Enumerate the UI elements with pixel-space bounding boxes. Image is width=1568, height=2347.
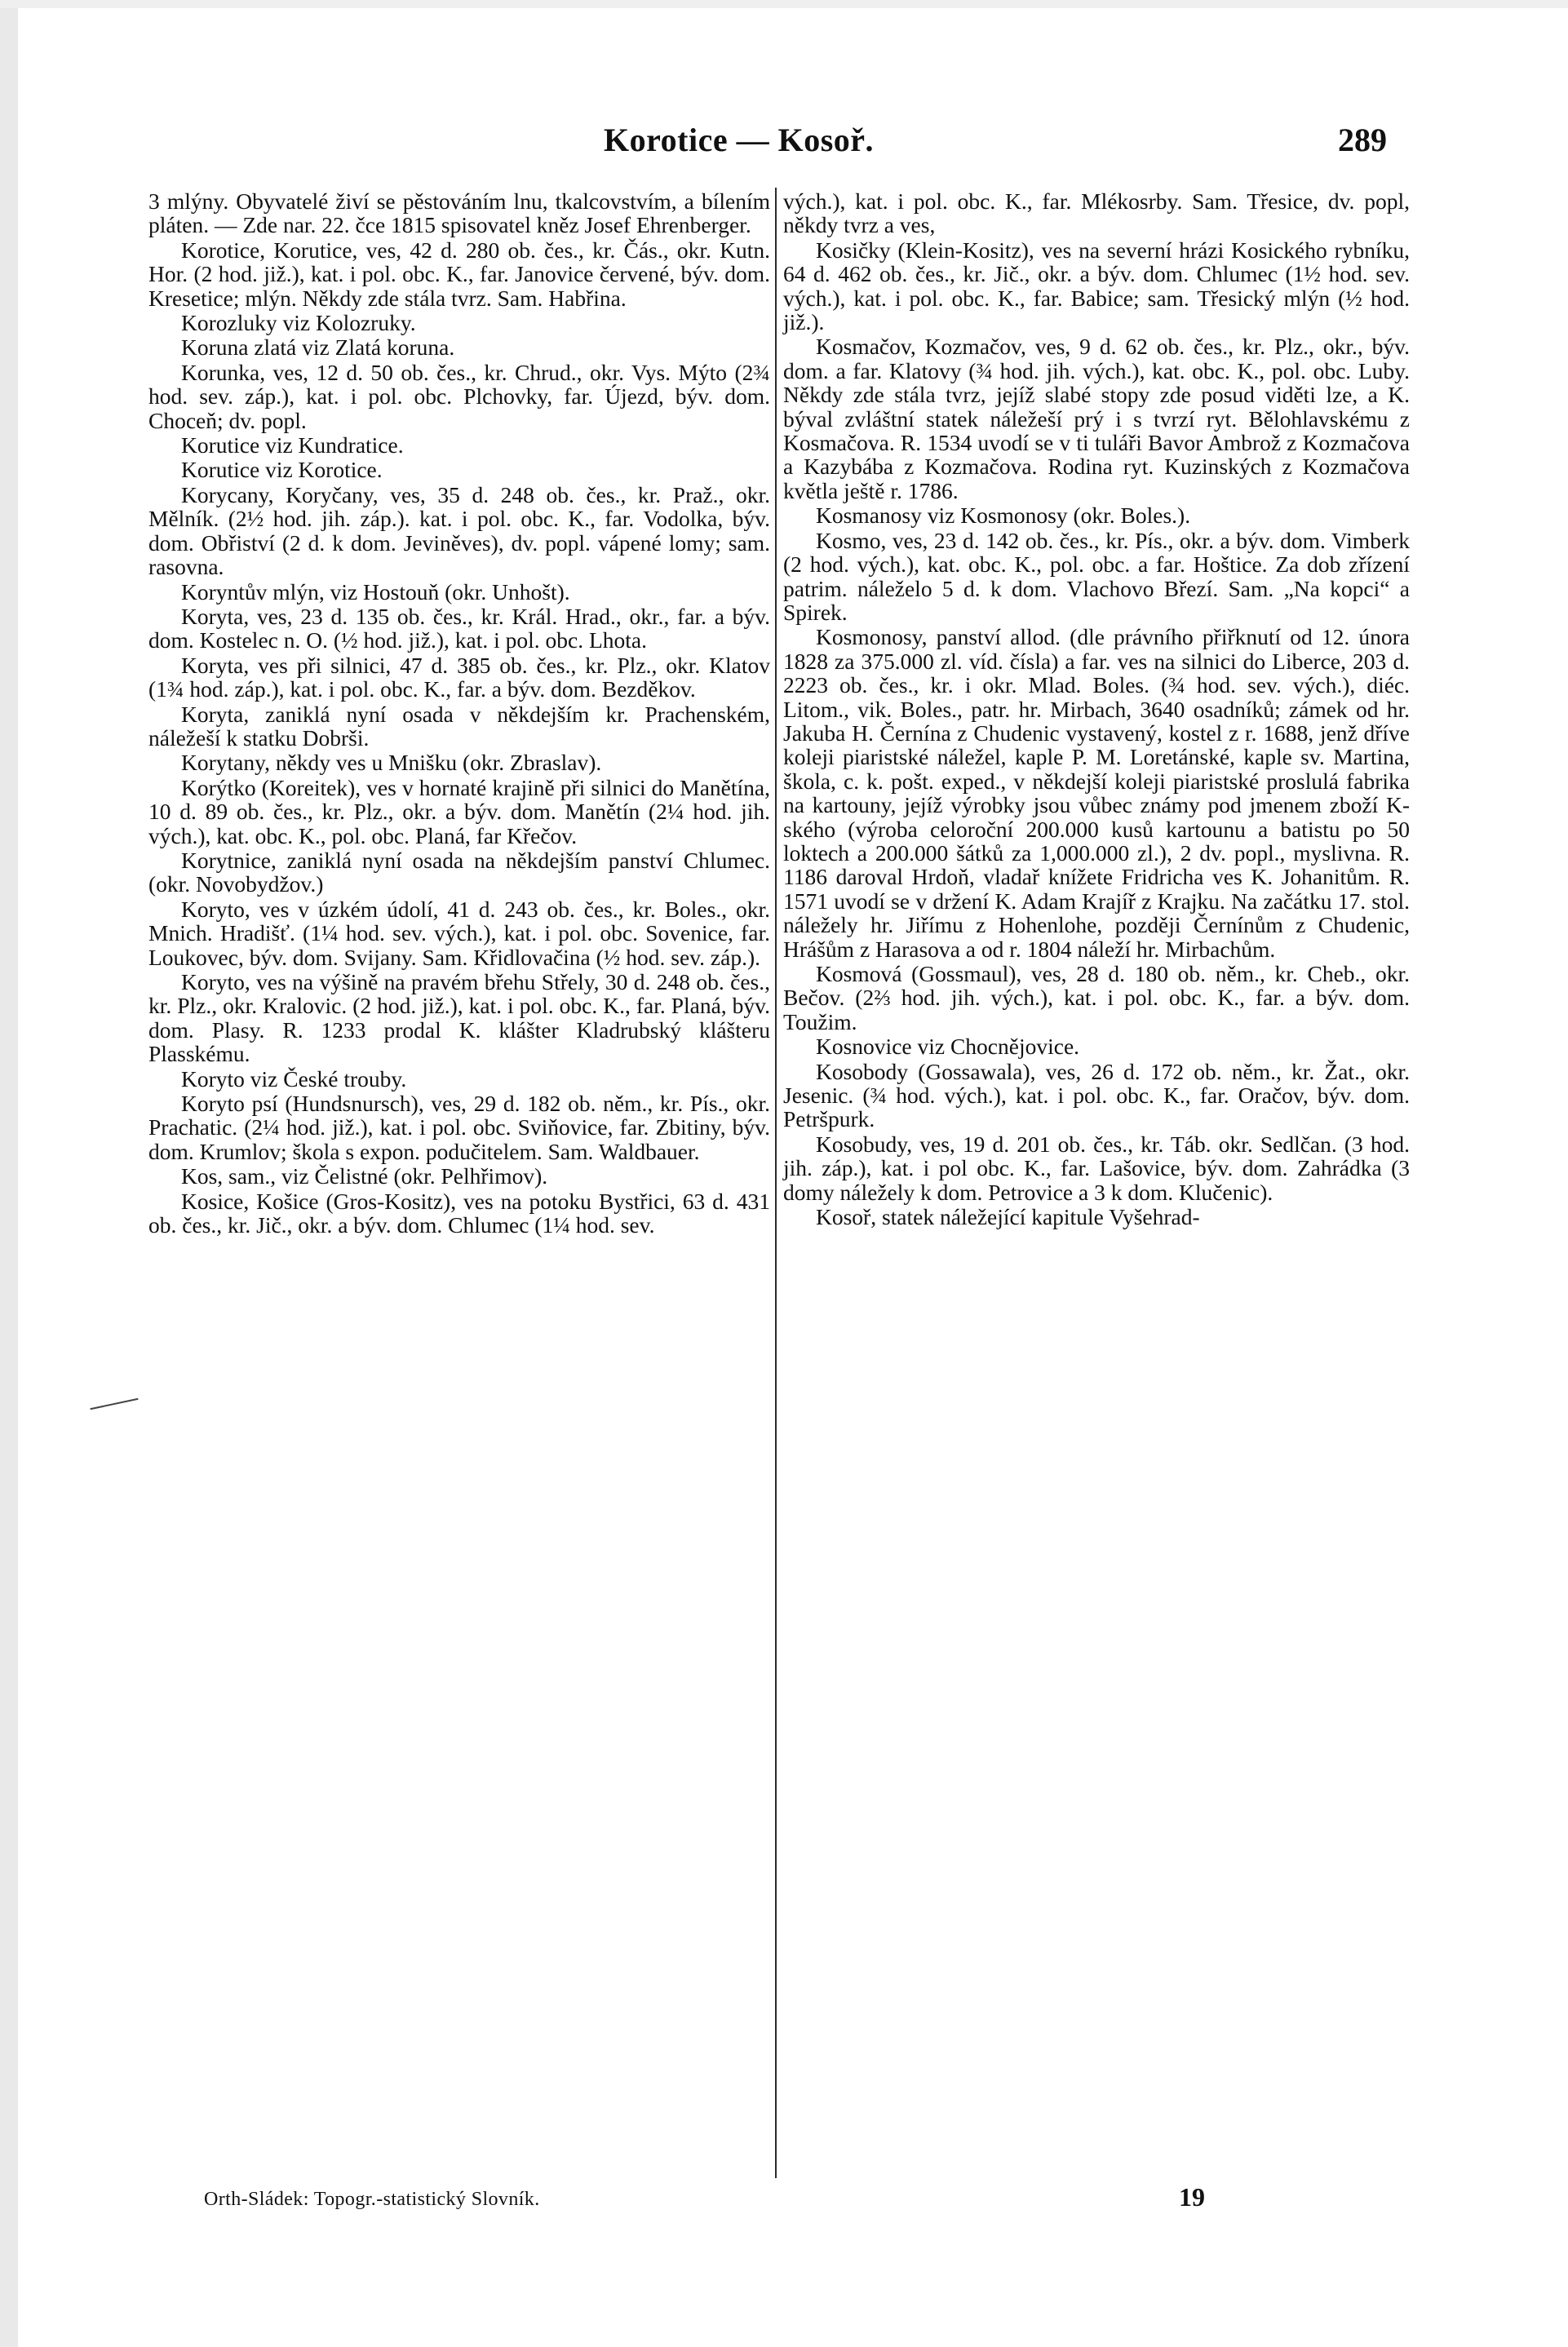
- page-header: [147, 121, 1387, 170]
- dictionary-entry: Korutice viz Kundratice.: [181, 432, 404, 458]
- dictionary-entry: Kosmo, ves, 23 d. 142 ob. čes., kr. Pís., okr. a býv. dom. Vimberk (2 hod. vých.), kat. obc. K., pol. obc. a far. Hoštice. Za dob zřízení patrim. náleželo 5 d. k dom. Vlachovo Březí. Sam. „Na kopci“ a Spirek.: [783, 527, 1410, 625]
- dictionary-entry: Korutice viz Korotice.: [181, 457, 383, 483]
- dictionary-entry: Koryto, ves na výšině na pravém břehu Střely, 30 d. 248 ob. čes., kr. Plz., okr. Kralovic. (2 hod. již.), kat. i pol. obc. K., far. Planá, býv. dom. Plasy. R. 1233 prodal K. klášter Kladrubský klášteru Plasskému.: [148, 969, 770, 1067]
- dictionary-entry: Kos, sam., viz Čelistné (okr. Pelhřimov).: [181, 1163, 548, 1189]
- dictionary-entry: Koryta, ves při silnici, 47 d. 385 ob. čes., kr. Plz., okr. Klatov (1¾ hod. záp.), kat. i pol. obc. K., far. a býv. dom. Bezděkov.: [148, 652, 770, 702]
- dictionary-entry: Koryto psí (Hundsnursch), ves, 29 d. 182 ob. něm., kr. Pís., okr. Prachatic. (2¼ hod. již.), kat. i pol. obc. Sviňovice, far. Zbitiny, býv. dom. Krumlov; škola s expon. podučitelem. Sam. Waldbauer.: [148, 1091, 770, 1164]
- right-column: [783, 189, 1410, 1229]
- dictionary-entry: Kosičky (Klein-Kositz), ves na severní hrázi Kosického rybníku, 64 d. 462 ob. čes., kr. Jič., okr. a býv. dom. Chlumec (1½ hod. sev. vých.), kat. i pol. obc. K., far. Babice; sam. Třesický mlýn (½ hod. již.).: [783, 237, 1410, 335]
- dictionary-entry: Kosnovice viz Chocnějovice.: [816, 1034, 1080, 1060]
- footer-source: Orth-Sládek: Topogr.-statistický Slovník.: [204, 2189, 540, 2210]
- dictionary-entry: Kosoř, statek náležející kapitule Vyšehrad-: [816, 1204, 1200, 1230]
- dictionary-entry: Kosmanosy viz Kosmonosy (okr. Boles.).: [816, 503, 1191, 529]
- left-column: [148, 189, 770, 1238]
- dictionary-entry: Korotice, Korutice, ves, 42 d. 280 ob. čes., kr. Čás., okr. Kutn. Hor. (2 hod. již.), kat. i pol. obc. K., far. Janovice červené, býv. dom. Kresetice; mlýn. Někdy zde stála tvrz. Sam. Habřina.: [148, 237, 770, 311]
- margin-pencil-mark: [90, 1398, 138, 1410]
- scan-edge-top: [0, 0, 1568, 8]
- dictionary-entry: Kosmonosy, panství allod. (dle právního přiřknutí od 12. února 1828 za 375.000 zl. víd. čísla) a far. ves na silnici do Liberce, 203 d. 2223 ob. čes., kr. i okr. Mlad. Boles. (¾ hod. sev. vých.), diéc. Litom., vik. Boles., patr. hr. Mirbach, 3640 osadníků; zámek od hr. Jakuba H. Černína z Chudenic vystavený, kostel z r. 1688, jenž dříve koleji piaristské náležel, kaple P. M. Loretánské, kaple sv. Martina, škola, c. k. pošt. exped., v někdejší koleji piaristské proslulá fabrika na kartouny, jejíž výrobky jsou vůbec známy pod jmenem zboží K-ského (výroba celoroční 200.000 kusů kartounu a batistu po 50 loktech a 200.000 šátků za 1,000.000 zl.), 2 dv. popl., myslivna. R. 1186 daroval Hrdoň, vladař knížete Fridricha ves K. Johanitům. R. 1571 uvodí se v držení K. Adam Krajíř z Krajku. Na začátku 17. stol. náležely hr. Jiřímu z Hohenlohe, později Černínům z Chudenic, Hrášům z Harasova a od r. 1804 náleží hr. Mirbachům.: [783, 624, 1410, 962]
- page-number: 289: [1338, 122, 1387, 158]
- dictionary-entry: Koryto viz České trouby.: [181, 1065, 407, 1092]
- dictionary-entry: Korýtko (Koreitek), ves v hornaté krajině při silnici do Manětína, 10 d. 89 ob. čes., kr. Plz., okr. a býv. dom. Manětín (2¼ hod. jih. vých.), kat. obc. K., pol. obc. Planá, far Křečov.: [148, 774, 770, 848]
- dictionary-entry: Kosice, Košice (Gros-Kositz), ves na potoku Bystřici, 63 d. 431 ob. čes., kr. Jič., okr. a býv. dom. Chlumec (1¼ hod. sev.: [148, 1188, 770, 1238]
- running-title: Korotice — Kosoř.: [604, 122, 875, 158]
- dictionary-entry: 3 mlýny. Obyvatelé živí se pěstováním lnu, tkalcovstvím, a bílením pláten. — Zde nar. 22. čce 1815 spisovatel kněz Josef Ehrenberger.: [148, 188, 770, 238]
- dictionary-entry: Kosmačov, Kozmačov, ves, 9 d. 62 ob. čes., kr. Plz., okr., býv. dom. a far. Klatovy (¾ hod. jih. vých.), kat. obc. K., pol. obc. Luby. Někdy zde stála tvrz, jejíž slabé stopy zde posud viděti lze, a K. býval zvláštní statek náležeší prý i s tvrzí ryt. Bělohlavskému z Kosmačova. R. 1534 uvodí se v ti tuláři Bavor Ambrož z Kozmačova a Kazybába z Kozmačova. Rodina ryt. Kuzinských z Kozmačova květla ještě r. 1786.: [783, 334, 1410, 503]
- dictionary-entry: vých.), kat. i pol. obc. K., far. Mlékosrby. Sam. Třesice, dv. popl, někdy tvrz a ves,: [783, 188, 1410, 238]
- dictionary-entry: Koruna zlatá viz Zlatá koruna.: [181, 334, 455, 361]
- dictionary-entry: Koryto, ves v úzkém údolí, 41 d. 243 ob. čes., kr. Boles., okr. Mnich. Hradišť. (1¼ hod. sev. vých.), kat. i pol. obc. Sovenice, far. Loukovec, býv. dom. Svijany. Sam. Křidlovačina (½ hod. sev. záp.).: [148, 896, 770, 970]
- dictionary-entry: Kosobudy, ves, 19 d. 201 ob. čes., kr. Táb. okr. Sedlčan. (3 hod. jih. záp.), kat. i pol obc. K., far. Lašovice, býv. dom. Zahrádka (3 domy náležely k dom. Petrovice a 3 k dom. Klučenic).: [783, 1131, 1410, 1205]
- dictionary-entry: Koryta, ves, 23 d. 135 ob. čes., kr. Král. Hrad., okr., far. a býv. dom. Kostelec n. O. (½ hod. již.), kat. i pol. obc. Lhota.: [148, 603, 770, 653]
- dictionary-entry: Korycany, Koryčany, ves, 35 d. 248 ob. čes., kr. Praž., okr. Mělník. (2½ hod. jih. záp.). kat. i pol. obc. K., far. Vodolka, býv. dom. Obřiství (2 d. k dom. Jeviněves), dv. popl. vápené lomy; sam. rasovna.: [148, 481, 770, 580]
- scan-edge: [0, 0, 18, 2347]
- dictionary-entry: Koryta, zaniklá nyní osada v někdejším kr. Prachenském, náležeší k statku Dobrši.: [148, 701, 770, 751]
- dictionary-entry: Korytany, někdy ves u Mnišku (okr. Zbraslav).: [181, 750, 602, 776]
- dictionary-entry: Koryntův mlýn, viz Hostouň (okr. Unhošt).: [181, 578, 570, 604]
- dictionary-entry: Korozluky viz Kolozruky.: [181, 310, 416, 336]
- printer-signature: 19: [1179, 2182, 1205, 2212]
- column-divider: [775, 188, 777, 2178]
- dictionary-entry: Korytnice, zaniklá nyní osada na někdejším panství Chlumec. (okr. Novobydžov.): [148, 847, 770, 897]
- dictionary-entry: Kosobody (Gossawala), ves, 26 d. 172 ob. něm., kr. Žat., okr. Jesenic. (¾ hod. vých.), kat. i pol. obc. K., far. Oračov, býv. dom. Petršpurk.: [783, 1058, 1410, 1132]
- dictionary-entry: Korunka, ves, 12 d. 50 ob. čes., kr. Chrud., okr. Vys. Mýto (2¾ hod. sev. záp.), kat. i pol. obc. Plchovky, far. Újezd, býv. dom. Choceň; dv. popl.: [148, 359, 770, 433]
- dictionary-entry: Kosmová (Gossmaul), ves, 28 d. 180 ob. něm., kr. Cheb., okr. Bečov. (2⅔ hod. jih. vých.), kat. i pol. obc. K., far. a býv. dom. Toužim.: [783, 961, 1410, 1034]
